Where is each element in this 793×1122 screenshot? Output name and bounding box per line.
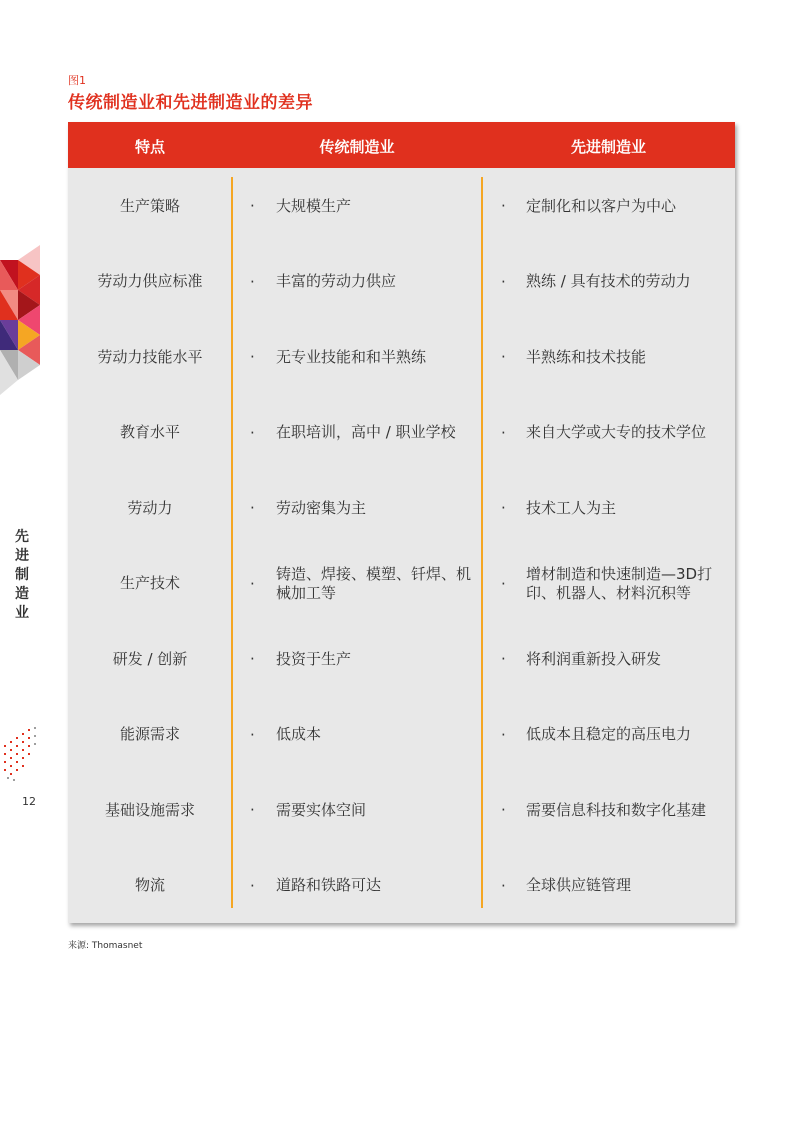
table-header (68, 122, 735, 168)
comparison-table (68, 122, 735, 923)
bullet-icon: · (501, 801, 506, 819)
bullet-icon: · (250, 348, 255, 366)
traditional-cell: 投资于生产 (276, 649, 352, 668)
feature-cell: 基础设施需求 (104, 800, 195, 819)
traditional-cell: 无专业技能和和半熟练 (276, 347, 427, 366)
bullet-icon: · (250, 650, 255, 668)
bullet-icon: · (501, 876, 506, 895)
table-row (68, 244, 735, 320)
header-traditional: 传统制造业 (319, 138, 395, 156)
table-row (68, 772, 735, 848)
advanced-cell: 来自大学或大专的技术学位 (526, 423, 707, 441)
decorative-dots-graphic (0, 725, 40, 785)
page-number: 12 (22, 795, 36, 808)
table-row (68, 395, 735, 471)
traditional-cell: 丰富的劳动力供应 (276, 272, 397, 290)
traditional-cell: 劳动密集为主 (276, 498, 367, 517)
traditional-cell: 低成本 (276, 725, 322, 743)
source-note: 来源: Thomasnet (68, 941, 143, 951)
table-row (68, 621, 735, 697)
table-row (68, 319, 735, 395)
advanced-cell: 需要信息科技和数字化基建 (526, 800, 707, 819)
figure-label: 图1 (68, 74, 86, 87)
bullet-icon: · (501, 574, 506, 593)
bullet-icon: · (501, 272, 506, 291)
bullet-icon: · (501, 423, 506, 442)
table-row (68, 546, 735, 622)
header-feature: 特点 (134, 138, 165, 156)
bullet-icon: · (250, 197, 255, 215)
table-row (68, 168, 735, 244)
bullet-icon: · (250, 272, 255, 291)
feature-cell: 能源需求 (119, 725, 180, 743)
bullet-icon: · (501, 499, 506, 517)
advanced-cell: 全球供应链管理 (526, 876, 632, 894)
bullet-icon: · (250, 876, 255, 895)
traditional-cell: 需要实体空间 (276, 800, 367, 819)
header-advanced: 先进制造业 (570, 138, 646, 156)
feature-cell: 教育水平 (119, 423, 180, 441)
table-row (68, 697, 735, 773)
decorative-triangles-graphic (0, 245, 40, 400)
bullet-icon: · (501, 197, 506, 215)
bullet-icon: · (250, 725, 255, 744)
table-row (68, 848, 735, 924)
bullet-icon: · (250, 499, 255, 517)
traditional-cell: 大规模生产 (276, 196, 352, 215)
traditional-cell: 道路和铁路可达 (276, 876, 382, 894)
feature-cell: 劳动力 (127, 498, 173, 517)
feature-cell: 劳动力技能水平 (97, 347, 203, 366)
bullet-icon: · (250, 801, 255, 819)
bullet-icon: · (501, 348, 506, 366)
table-row (68, 470, 735, 546)
figure-title: 传统制造业和先进制造业的差异 (68, 93, 313, 113)
bullet-icon: · (250, 574, 255, 593)
advanced-cell: 低成本且稳定的高压电力 (526, 725, 692, 743)
section-title: 先 进 制 造 业 (15, 529, 29, 621)
bullet-icon: · (501, 725, 506, 744)
traditional-cell: 铸造、焊接、模塑、钎焊、机械加工等 (276, 564, 472, 602)
advanced-cell: 技术工人为主 (526, 498, 617, 517)
advanced-cell: 半熟练和技术技能 (526, 347, 647, 366)
traditional-cell: 在职培训，高中 / 职业学校 (276, 423, 456, 441)
feature-cell: 生产策略 (119, 196, 180, 215)
bullet-icon: · (250, 423, 255, 442)
feature-cell: 研发 / 创新 (112, 649, 188, 668)
feature-cell: 物流 (134, 876, 165, 894)
bullet-icon: · (501, 650, 506, 668)
advanced-cell: 熟练 / 具有技术的劳动力 (526, 272, 691, 290)
feature-cell: 劳动力供应标准 (97, 272, 203, 290)
advanced-cell: 将利润重新投入研发 (526, 649, 662, 668)
feature-cell: 生产技术 (119, 574, 180, 592)
advanced-cell: 定制化和以客户为中心 (526, 196, 677, 215)
advanced-cell: 增材制造和快速制造—3D打印、机器人、材料沉积等 (526, 564, 713, 602)
